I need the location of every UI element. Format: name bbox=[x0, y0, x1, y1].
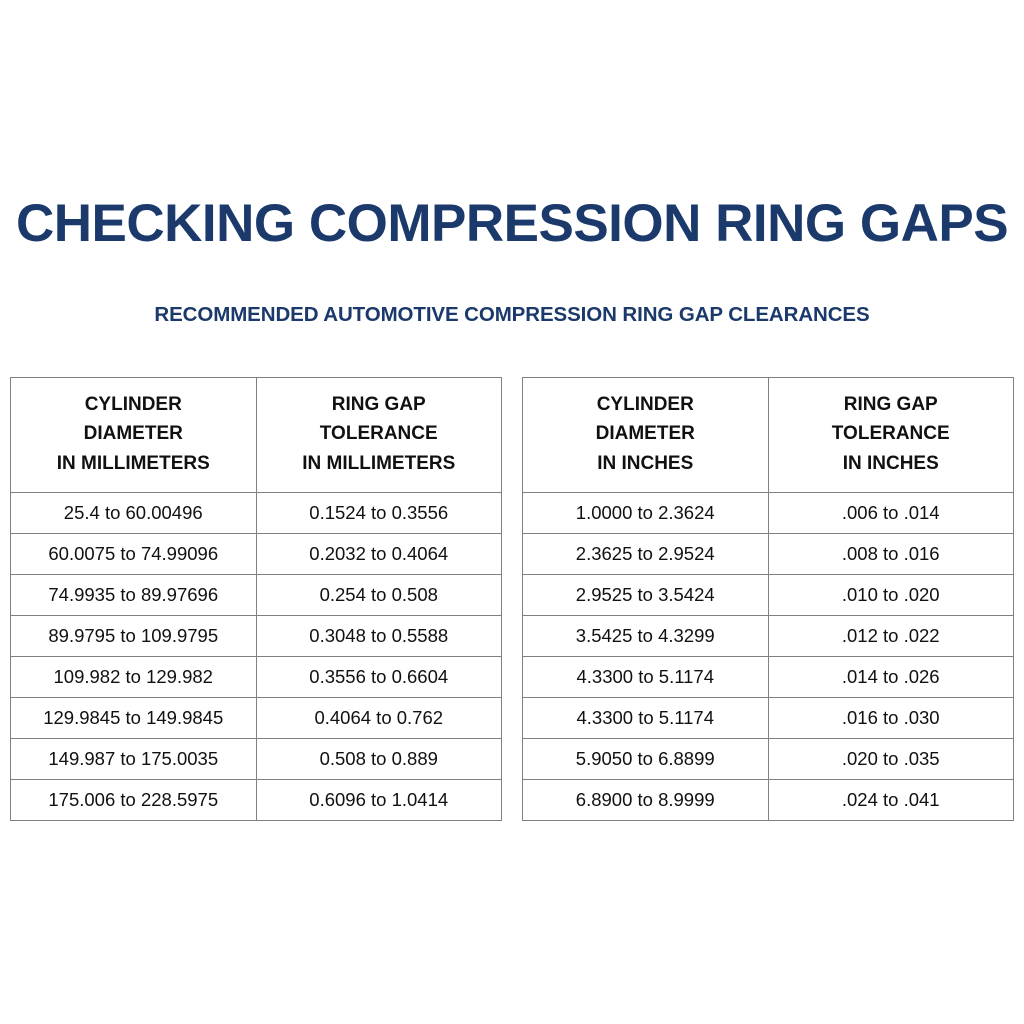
cell-diameter: 89.9795 to 109.9795 bbox=[11, 616, 257, 657]
header-line: TOLERANCE bbox=[831, 423, 950, 445]
cell-diameter: 109.982 to 129.982 bbox=[11, 657, 257, 698]
table-header-row bbox=[523, 378, 1014, 493]
cell-tolerance: .012 to .022 bbox=[768, 616, 1014, 657]
cell-diameter: 4.3300 to 5.1174 bbox=[523, 698, 769, 739]
header-line: DIAMETER bbox=[83, 423, 183, 445]
cell-diameter: 60.0075 to 74.99096 bbox=[11, 534, 257, 575]
table-row bbox=[523, 534, 1014, 575]
table-row bbox=[523, 616, 1014, 657]
table-row bbox=[11, 780, 502, 821]
cell-diameter: 6.8900 to 8.9999 bbox=[523, 780, 769, 821]
table-row bbox=[523, 739, 1014, 780]
cell-diameter: 149.987 to 175.0035 bbox=[11, 739, 257, 780]
cell-diameter: 2.9525 to 3.5424 bbox=[523, 575, 769, 616]
header-line: IN MILLIMETERS bbox=[302, 452, 456, 474]
cell-tolerance: 0.1524 to 0.3556 bbox=[256, 493, 502, 534]
imperial-table-head bbox=[523, 378, 1014, 493]
header-line: DIAMETER bbox=[595, 423, 695, 445]
table-row bbox=[11, 493, 502, 534]
header-line: IN INCHES bbox=[597, 452, 694, 474]
cell-tolerance: .008 to .016 bbox=[768, 534, 1014, 575]
header-line: IN MILLIMETERS bbox=[56, 452, 210, 474]
cell-tolerance: 0.2032 to 0.4064 bbox=[256, 534, 502, 575]
cell-diameter: 5.9050 to 6.8899 bbox=[523, 739, 769, 780]
table-row bbox=[523, 575, 1014, 616]
cell-tolerance: 0.4064 to 0.762 bbox=[256, 698, 502, 739]
cell-tolerance: .014 to .026 bbox=[768, 657, 1014, 698]
cell-tolerance: 0.3048 to 0.5588 bbox=[256, 616, 502, 657]
metric-table-body bbox=[11, 493, 502, 821]
table-row bbox=[523, 493, 1014, 534]
table-row bbox=[523, 780, 1014, 821]
page-subtitle: RECOMMENDED AUTOMOTIVE COMPRESSION RING GAP CLEARANCES bbox=[154, 303, 870, 326]
cell-tolerance: .016 to .030 bbox=[768, 698, 1014, 739]
cell-diameter: 74.9935 to 89.97696 bbox=[11, 575, 257, 616]
table-row bbox=[11, 575, 502, 616]
cell-diameter: 25.4 to 60.00496 bbox=[11, 493, 257, 534]
imperial-cylinder-diameter-header bbox=[523, 378, 769, 493]
header-line: CYLINDER bbox=[84, 394, 182, 415]
imperial-ring-gap-table bbox=[522, 377, 1014, 821]
cell-diameter: 4.3300 to 5.1174 bbox=[523, 657, 769, 698]
header-line: IN INCHES bbox=[842, 452, 939, 474]
table-row bbox=[523, 657, 1014, 698]
cell-tolerance: 0.3556 to 0.6604 bbox=[256, 657, 502, 698]
imperial-ring-gap-tolerance-header bbox=[768, 378, 1014, 493]
cell-diameter: 175.006 to 228.5975 bbox=[11, 780, 257, 821]
cell-diameter: 1.0000 to 2.3624 bbox=[523, 493, 769, 534]
cell-tolerance: 0.254 to 0.508 bbox=[256, 575, 502, 616]
cell-tolerance: .020 to .035 bbox=[768, 739, 1014, 780]
header-line: CYLINDER bbox=[596, 394, 694, 415]
metric-ring-gap-table bbox=[10, 377, 502, 821]
cell-diameter: 129.9845 to 149.9845 bbox=[11, 698, 257, 739]
cell-diameter: 3.5425 to 4.3299 bbox=[523, 616, 769, 657]
table-row bbox=[11, 534, 502, 575]
metric-ring-gap-tolerance-header bbox=[256, 378, 502, 493]
table-row bbox=[11, 657, 502, 698]
header-line: TOLERANCE bbox=[319, 423, 438, 445]
cell-tolerance: .010 to .020 bbox=[768, 575, 1014, 616]
cell-tolerance: 0.6096 to 1.0414 bbox=[256, 780, 502, 821]
metric-cylinder-diameter-header bbox=[11, 378, 257, 493]
page-title: CHECKING COMPRESSION RING GAPS bbox=[15, 194, 1009, 253]
header-line: RING GAP bbox=[843, 394, 938, 415]
cell-diameter: 2.3625 to 2.9524 bbox=[523, 534, 769, 575]
table-row bbox=[523, 698, 1014, 739]
imperial-table-body bbox=[523, 493, 1014, 821]
cell-tolerance: .006 to .014 bbox=[768, 493, 1014, 534]
header-line: RING GAP bbox=[331, 394, 426, 415]
table-header-row bbox=[11, 378, 502, 493]
tables-container bbox=[0, 377, 1024, 821]
cell-tolerance: .024 to .041 bbox=[768, 780, 1014, 821]
table-row bbox=[11, 739, 502, 780]
table-row bbox=[11, 616, 502, 657]
cell-tolerance: 0.508 to 0.889 bbox=[256, 739, 502, 780]
metric-table-head bbox=[11, 378, 502, 493]
table-row bbox=[11, 698, 502, 739]
